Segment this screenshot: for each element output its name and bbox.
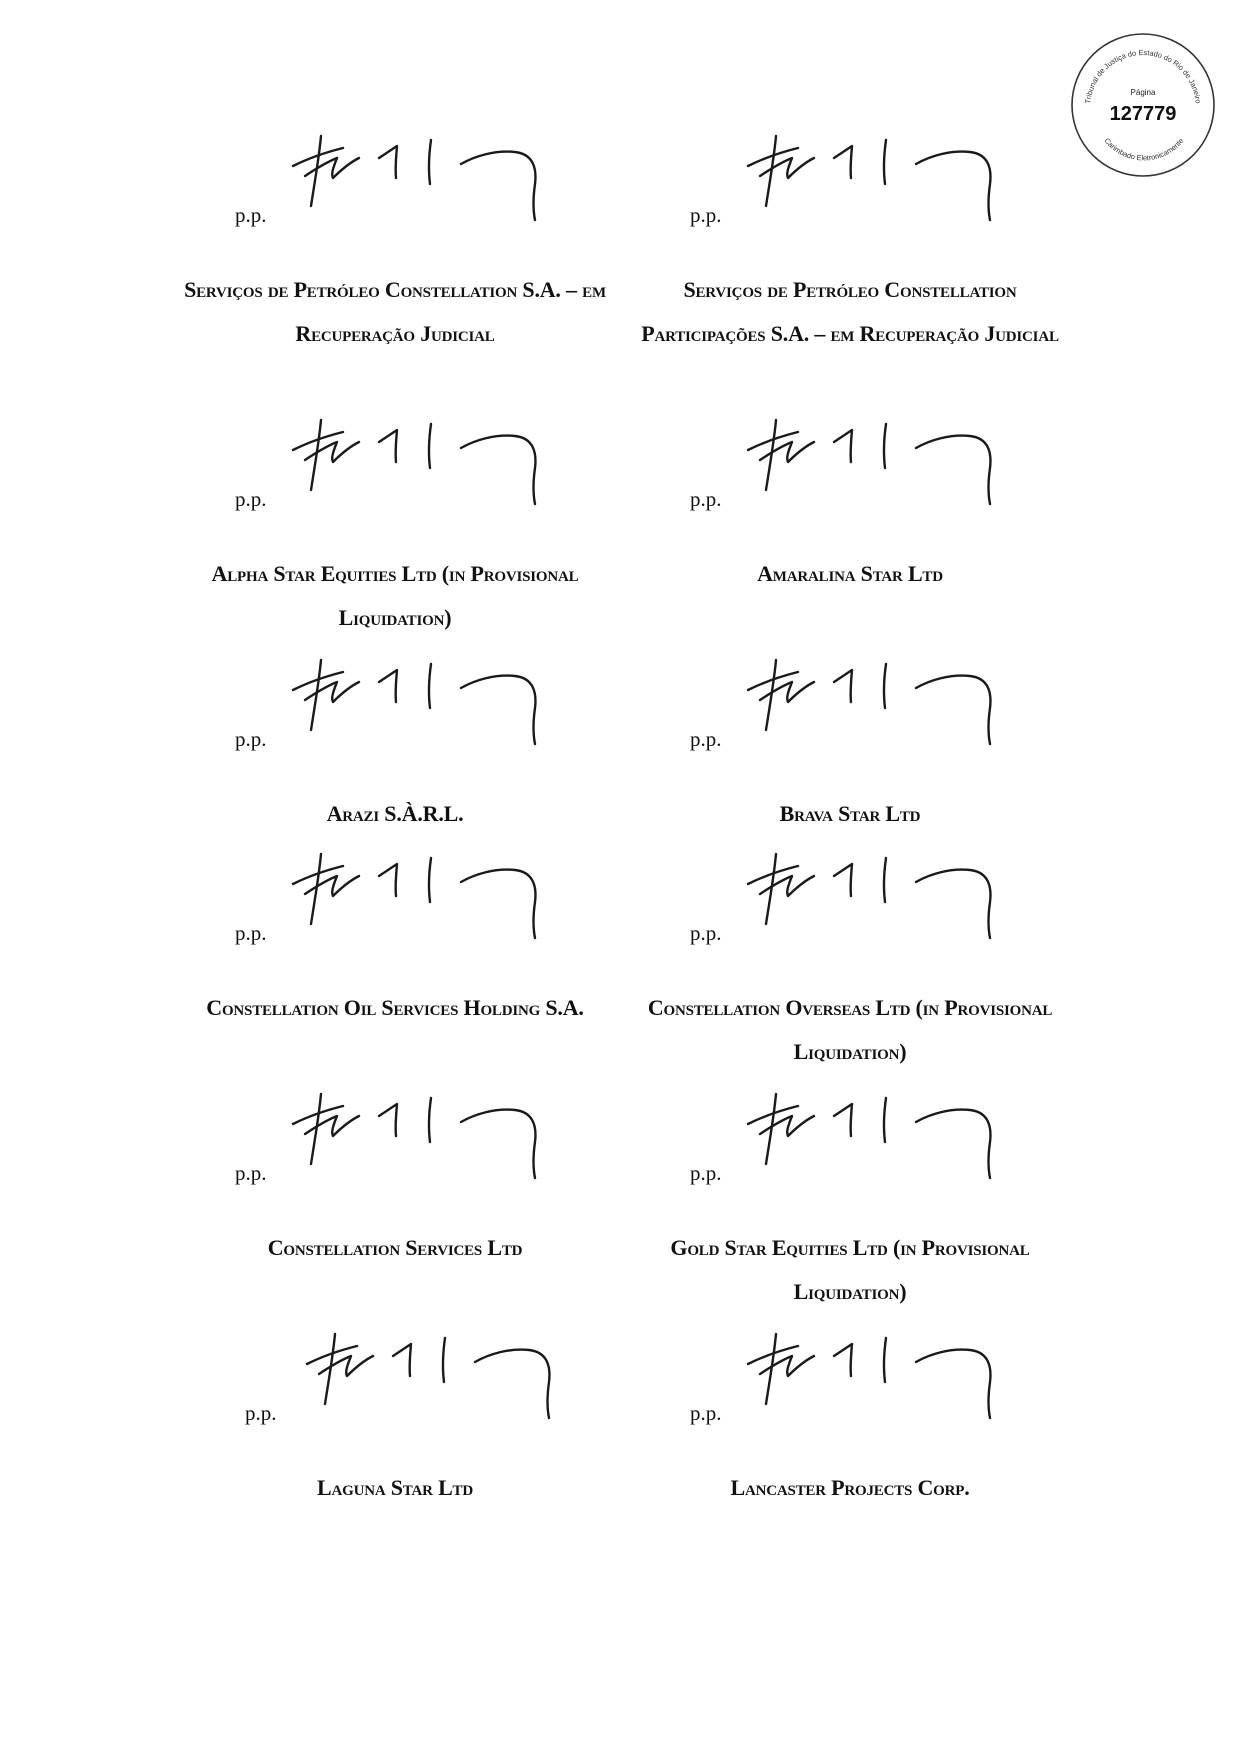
- stamp-label: Página: [1130, 88, 1156, 97]
- pp-label: p.p.: [235, 1161, 267, 1185]
- pp-label: p.p.: [690, 727, 722, 751]
- signature-icon: [275, 846, 545, 946]
- signature-block: [650, 128, 1080, 228]
- signature-block: [205, 1326, 635, 1426]
- signature-icon: [730, 652, 1000, 752]
- pp-label: p.p.: [245, 1401, 277, 1425]
- signature-block: [650, 1326, 1080, 1426]
- signature-block: [195, 652, 625, 752]
- signature-block: [195, 128, 625, 228]
- pp-label: p.p.: [690, 921, 722, 945]
- pp-label: p.p.: [690, 1401, 722, 1425]
- company-name: Arazi S.À.R.L.: [326, 801, 464, 826]
- signature-icon: [275, 128, 545, 228]
- company-name: Serviços de Petróleo Constellation S.A. – em Recuperação Judicial: [184, 277, 606, 346]
- pp-label: p.p.: [235, 921, 267, 945]
- company-name: Constellation Oil Services Holding S.A.: [206, 995, 584, 1020]
- stamp-page-number: 127779: [1109, 103, 1177, 125]
- signature-icon: [275, 412, 545, 512]
- electronic-stamp: [1068, 30, 1218, 180]
- company-name: Laguna Star Ltd: [317, 1475, 473, 1500]
- company-name: Alpha Star Equities Ltd (in Provisional Liquidation): [211, 561, 579, 630]
- signature-block: [650, 652, 1080, 752]
- signature-icon: [730, 1086, 1000, 1186]
- pp-label: p.p.: [690, 1161, 722, 1185]
- signature-block: [650, 846, 1080, 946]
- signature-icon: [275, 1086, 545, 1186]
- signature-icon: [730, 412, 1000, 512]
- company-name: Serviços de Petróleo Constellation Participações S.A. – em Recuperação Judicial: [641, 277, 1059, 346]
- signature-icon: [730, 128, 1000, 228]
- signature-block: [650, 412, 1080, 512]
- company-name: Brava Star Ltd: [779, 801, 921, 826]
- pp-label: p.p.: [235, 203, 267, 227]
- company-name: Constellation Overseas Ltd (in Provisional Liquidation): [647, 995, 1053, 1064]
- company-name: Amaralina Star Ltd: [757, 561, 943, 586]
- pp-label: p.p.: [235, 727, 267, 751]
- stamp-bottom-text: Carimbado Eletronicamente: [1102, 136, 1186, 163]
- stamp-top-text: Tribunal de Justiça do Estado do Rio de Janeiro: [1083, 47, 1203, 105]
- signature-block: [650, 1086, 1080, 1186]
- pp-label: p.p.: [235, 487, 267, 511]
- signature-icon: [289, 1326, 559, 1426]
- signature-block: [195, 846, 625, 946]
- pp-label: p.p.: [690, 487, 722, 511]
- signature-icon: [275, 652, 545, 752]
- pp-label: p.p.: [690, 203, 722, 227]
- signature-icon: [730, 1326, 1000, 1426]
- company-name: Gold Star Equities Ltd (in Provisional Liquidation): [670, 1235, 1030, 1304]
- signature-block: [195, 412, 625, 512]
- signature-block: [195, 1086, 625, 1186]
- company-name: Constellation Services Ltd: [267, 1235, 523, 1260]
- signature-icon: [730, 846, 1000, 946]
- company-name: Lancaster Projects Corp.: [730, 1475, 970, 1500]
